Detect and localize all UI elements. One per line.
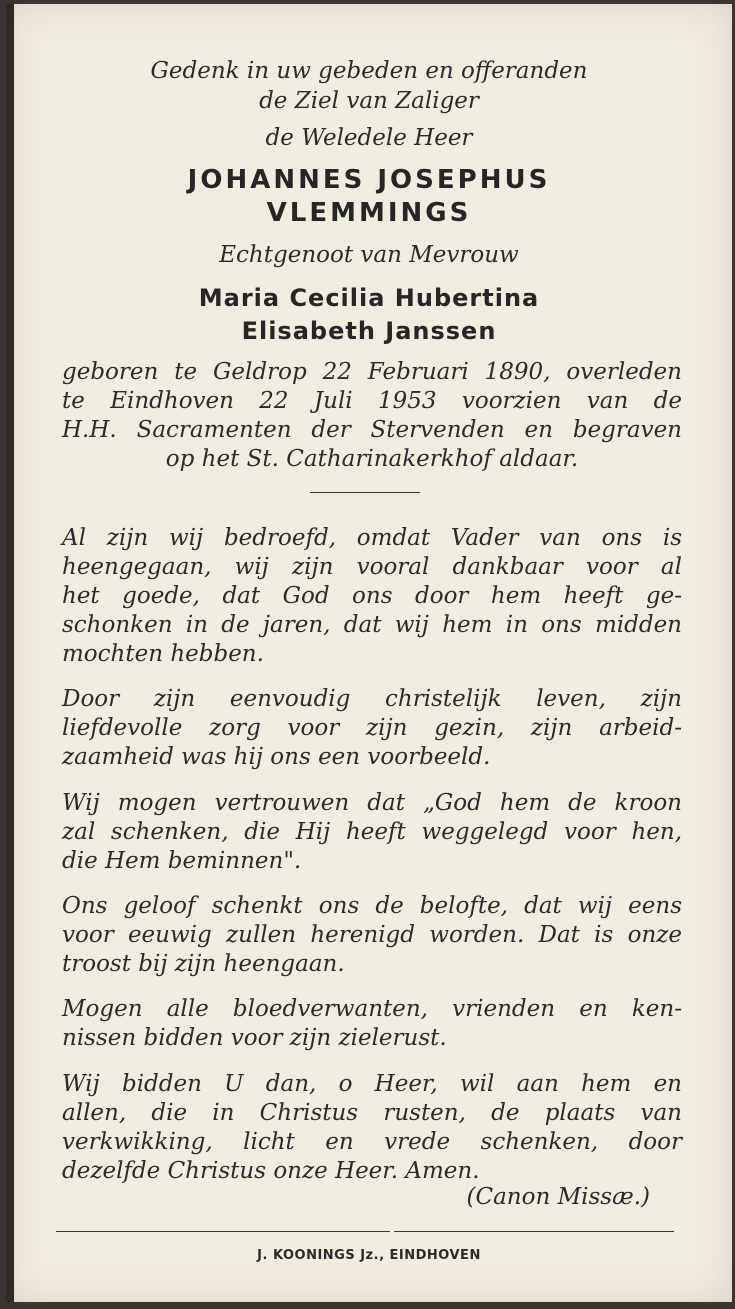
paragraph-6 <box>62 1070 682 1186</box>
bio-line: H.H. Sacramenten der Stervenden en begraven <box>62 417 682 443</box>
paragraph-line: zaamheid was hij ons een voorbeeld. <box>62 744 491 770</box>
attribution: (Canon Missæ.) <box>466 1184 650 1210</box>
spouse-name-line-2: Elisabeth Janssen <box>241 317 497 345</box>
paragraph-4 <box>62 892 682 979</box>
paragraph-line: die Hem beminnen". <box>62 848 302 874</box>
paragraph-2 <box>62 685 682 772</box>
paragraph-line: troost bij zijn heengaan. <box>62 951 345 977</box>
footer-rule-left <box>56 1231 390 1232</box>
paragraph-line: verkwikking, licht en vrede schenken, door <box>62 1129 682 1155</box>
bio-block <box>62 358 682 474</box>
deceased-name-line-1: JOHANNES JOSEPHUS <box>187 165 551 195</box>
center-divider <box>310 492 420 493</box>
paragraph-line: Mogen alle bloedverwanten, vrienden en ken- <box>62 996 682 1022</box>
paragraph-line: heengegaan, wij zijn vooral dankbaar voor al <box>62 554 682 580</box>
heading-line-1: Gedenk in uw gebeden en offeranden <box>150 58 588 84</box>
paragraph-line: Door zijn eenvoudig christelijk leven, zijn <box>62 686 682 712</box>
bio-line: geboren te Geldrop 22 Februari 1890, overleden <box>62 359 682 385</box>
paragraph-3 <box>62 789 682 876</box>
paragraph-line: mochten hebben. <box>62 641 264 667</box>
paragraph-line: allen, die in Christus rusten, de plaats van <box>62 1100 682 1126</box>
bio-line: op het St. Catharinakerkhof aldaar. <box>165 446 579 472</box>
footer-rule-right <box>394 1231 674 1232</box>
paragraph-5 <box>62 995 682 1053</box>
spouse-name <box>6 282 732 348</box>
deceased-name <box>6 164 732 230</box>
paragraph-line: Al zijn wij bedroefd, omdat Vader van ons is <box>62 525 682 551</box>
spouse-name-line-1: Maria Cecilia Hubertina <box>198 284 540 312</box>
paragraph-line: dezelfde Christus onze Heer. Amen. <box>62 1158 480 1184</box>
paragraph-line: Wij bidden U dan, o Heer, wil aan hem en <box>62 1071 682 1097</box>
deceased-name-line-2: VLEMMINGS <box>266 198 472 228</box>
paragraph-line: Ons geloof schenkt ons de belofte, dat wij eens <box>62 893 682 919</box>
bio-line: te Eindhoven 22 Juli 1953 voorzien van de <box>62 388 682 414</box>
paragraph-line: zal schenken, die Hij heeft weggelegd voor hen, <box>62 819 682 845</box>
paragraph-line: het goede, dat God ons door hem heeft ge- <box>62 583 682 609</box>
paragraph-line: liefdevolle zorg voor zijn gezin, zijn arbeid- <box>62 715 682 741</box>
paragraph-line: schonken in de jaren, dat wij hem in ons midden <box>62 612 682 638</box>
spouse-intro: Echtgenoot van Mevrouw <box>219 242 519 268</box>
paragraph-line: Wij mogen vertrouwen dat „God hem de kroon <box>62 790 682 816</box>
paragraph-line: voor eeuwig zullen herenigd worden. Dat is onze <box>62 922 682 948</box>
heading-honorific: de Weledele Heer <box>265 125 473 151</box>
heading <box>6 56 732 116</box>
paragraph-line: nissen bidden voor zijn zielerust. <box>62 1025 447 1051</box>
printer-imprint: J. KOONINGS Jz., EINDHOVEN <box>257 1248 481 1263</box>
paragraph-1 <box>62 524 682 669</box>
memorial-card <box>6 4 732 1302</box>
heading-line-2: de Ziel van Zaliger <box>259 88 479 114</box>
